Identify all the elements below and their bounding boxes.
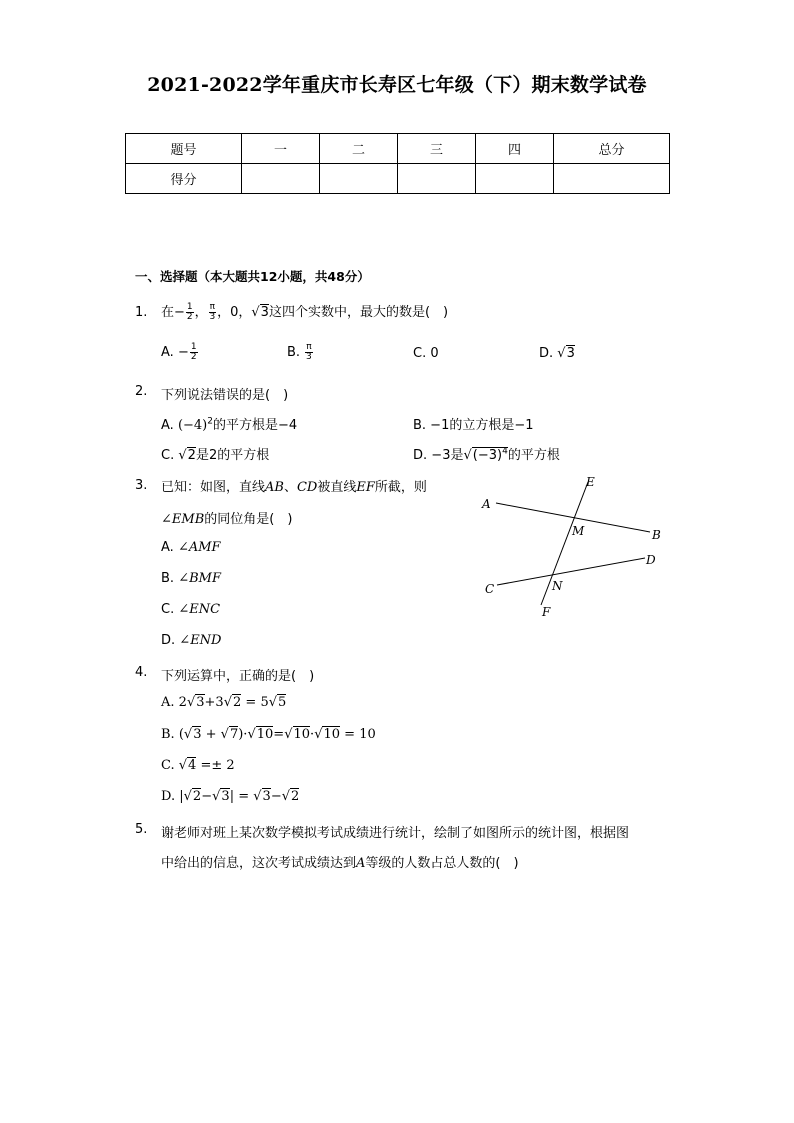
text: 等级的人数占总人数的( ) <box>365 856 519 871</box>
question-5-line1: 谢老师对班上某次数学模拟考试成绩进行统计，绘制了如图所示的统计图，根据图 <box>161 826 630 841</box>
option-label: A. <box>161 418 174 433</box>
option-a[interactable] <box>161 540 221 555</box>
option-a[interactable] <box>161 343 199 362</box>
math: ∠EMB <box>161 512 205 527</box>
denominator: 3 <box>306 352 312 362</box>
line-ef <box>541 482 588 605</box>
radicand: 4 <box>188 758 197 773</box>
text: 的平方根是−4 <box>212 418 298 433</box>
radicand: 2 <box>192 789 202 804</box>
fraction <box>305 343 312 362</box>
fraction <box>186 303 194 322</box>
radicand: 3 <box>193 727 202 742</box>
text: −3是 <box>431 448 464 463</box>
radicand: 2 <box>291 789 300 804</box>
table-cell: 二 <box>320 134 398 164</box>
option-b[interactable]: B. −1的立方根是−1 <box>413 418 534 433</box>
score-cell <box>398 164 476 194</box>
text: 所截，则 <box>374 480 427 495</box>
text: )· <box>238 727 248 742</box>
question-1-stem <box>161 301 448 322</box>
point-label-a: A <box>482 497 491 511</box>
table-cell: 三 <box>398 134 476 164</box>
text: | = <box>229 789 254 804</box>
score-cell <box>320 164 398 194</box>
option-label: B. <box>161 727 175 742</box>
option-d[interactable] <box>539 346 575 361</box>
option-b[interactable] <box>161 571 221 586</box>
option-label: A. <box>161 695 175 710</box>
option-label: D. <box>161 789 176 804</box>
section-heading: 一、选择题（本大题共12小题，共48分） <box>135 269 370 284</box>
radicand: 10 <box>293 727 311 742</box>
option-label: C. <box>161 602 175 617</box>
math: ∠BMF <box>178 571 221 586</box>
option-c[interactable] <box>161 602 220 617</box>
option-d[interactable] <box>413 444 560 463</box>
radicand <box>472 447 508 463</box>
option-label: B. <box>161 571 175 586</box>
text: ( <box>178 727 184 742</box>
text: ，0， <box>217 305 252 320</box>
score-cell <box>242 164 320 194</box>
text: − <box>270 789 282 804</box>
option-b[interactable] <box>287 343 314 362</box>
option-label: D. <box>161 633 176 648</box>
option-label: C. <box>161 758 175 773</box>
text: 是2的平方根 <box>195 448 270 463</box>
text: = 10 <box>340 727 376 742</box>
text: 被直线 <box>317 480 357 495</box>
text: 已知：如图，直线 <box>161 480 266 495</box>
text: 、 <box>283 480 297 495</box>
radicand: 2 <box>233 695 242 710</box>
text: · <box>310 727 315 742</box>
option-c[interactable] <box>161 444 269 463</box>
exponent: 2 <box>207 416 213 427</box>
fraction <box>209 303 216 322</box>
table-cell: 一 <box>242 134 320 164</box>
point-label-m: M <box>572 524 585 538</box>
score-cell <box>554 164 670 194</box>
numerator: 1 <box>186 302 193 312</box>
option-label: B. <box>287 345 301 360</box>
radicand: 10 <box>256 727 274 742</box>
question-number: 4. <box>135 665 148 680</box>
score-table <box>125 133 670 194</box>
exponent: 4 <box>502 446 508 457</box>
math: CD <box>296 480 318 495</box>
score-cell <box>476 164 554 194</box>
text: ， <box>194 305 208 320</box>
text: = 5 <box>245 695 269 710</box>
text: − <box>177 345 189 360</box>
radicand: 10 <box>323 727 341 742</box>
option-c[interactable]: C. 0 <box>413 346 439 361</box>
option-label: C. <box>161 448 175 463</box>
numerator: π <box>209 302 216 312</box>
question-number: 1. <box>135 305 148 320</box>
math: EF <box>356 480 375 495</box>
denominator: 3 <box>209 312 216 322</box>
text: 的同位角是( ) <box>204 512 293 527</box>
option-d[interactable] <box>161 633 221 648</box>
option-a[interactable] <box>161 414 297 433</box>
text: 2 <box>178 695 187 710</box>
sqrt-sign: √ <box>251 305 260 320</box>
numerator: 1 <box>190 342 197 352</box>
text: = <box>273 727 285 742</box>
table-cell: 题号 <box>126 134 242 164</box>
sqrt-sign: √ <box>178 448 187 463</box>
exam-title: 2021-2022学年重庆市长寿区七年级（下）期末数学试卷 <box>147 74 647 96</box>
question-5-line2 <box>161 852 519 871</box>
math: ∠ENC <box>178 602 221 617</box>
radicand: 5 <box>278 695 287 710</box>
math: ∠END <box>179 633 222 648</box>
point-label-d: D <box>646 553 656 567</box>
point-label-c: C <box>485 582 495 596</box>
sqrt-sign: √ <box>557 346 566 361</box>
score-table-score-row <box>126 164 670 194</box>
text: 在− <box>161 305 185 320</box>
text: | <box>179 789 184 804</box>
fraction <box>190 343 198 362</box>
radicand: 3 <box>196 695 205 710</box>
text: + <box>201 727 221 742</box>
point-label-n: N <box>552 579 563 593</box>
sqrt-sign: √ <box>463 448 472 463</box>
line-cd <box>497 558 645 585</box>
question-number: 5. <box>135 822 148 837</box>
numerator: π <box>306 342 312 352</box>
text: +3 <box>204 695 224 710</box>
geometry-figure <box>470 470 670 620</box>
point-label-f: F <box>542 605 551 619</box>
option-c[interactable]: C. √4 =± 2 <box>161 758 235 773</box>
text: (−4) <box>177 418 208 433</box>
text: (−3) <box>472 448 503 463</box>
text: − <box>201 789 213 804</box>
option-label: D. <box>413 448 428 463</box>
radicand: 2 <box>187 448 196 463</box>
math: AB <box>265 480 284 495</box>
table-cell: 总分 <box>554 134 670 164</box>
denominator: 2 <box>186 312 193 322</box>
question-3-line2 <box>161 508 292 527</box>
radicand: 3 <box>221 789 230 804</box>
option-label: D. <box>539 346 554 361</box>
question-4-stem: 下列运算中，正确的是( ) <box>161 669 315 684</box>
option-label: A. <box>161 540 174 555</box>
radicand: 7 <box>229 727 239 742</box>
question-number: 3. <box>135 478 148 493</box>
text: 中给出的信息，这次考试成绩达到 <box>161 856 357 871</box>
radicand: 3 <box>566 346 575 361</box>
question-number: 2. <box>135 384 148 399</box>
option-b[interactable]: B. (√3 + √7)·√10=√10·√10 = 10 <box>161 727 376 742</box>
text: =± 2 <box>200 758 235 773</box>
math: ∠AMF <box>177 540 221 555</box>
math: A <box>356 856 366 871</box>
option-d[interactable]: D. |√2−√3| = √3−√2 <box>161 789 300 804</box>
radicand: 3 <box>262 789 271 804</box>
denominator: 2 <box>190 352 197 362</box>
point-label-e: E <box>586 475 595 489</box>
score-table-header-row <box>126 134 670 164</box>
option-label: A. <box>161 345 174 360</box>
question-3-line1 <box>161 476 427 495</box>
text: 的平方根 <box>507 448 560 463</box>
option-a[interactable]: A. 2√3+3√2 = 5√5 <box>161 695 287 710</box>
radicand: 3 <box>260 305 269 320</box>
question-2-stem: 下列说法错误的是( ) <box>161 388 289 403</box>
point-label-b: B <box>652 528 661 542</box>
text: 这四个实数中，最大的数是( ) <box>268 305 449 320</box>
table-cell: 得分 <box>126 164 242 194</box>
table-cell: 四 <box>476 134 554 164</box>
